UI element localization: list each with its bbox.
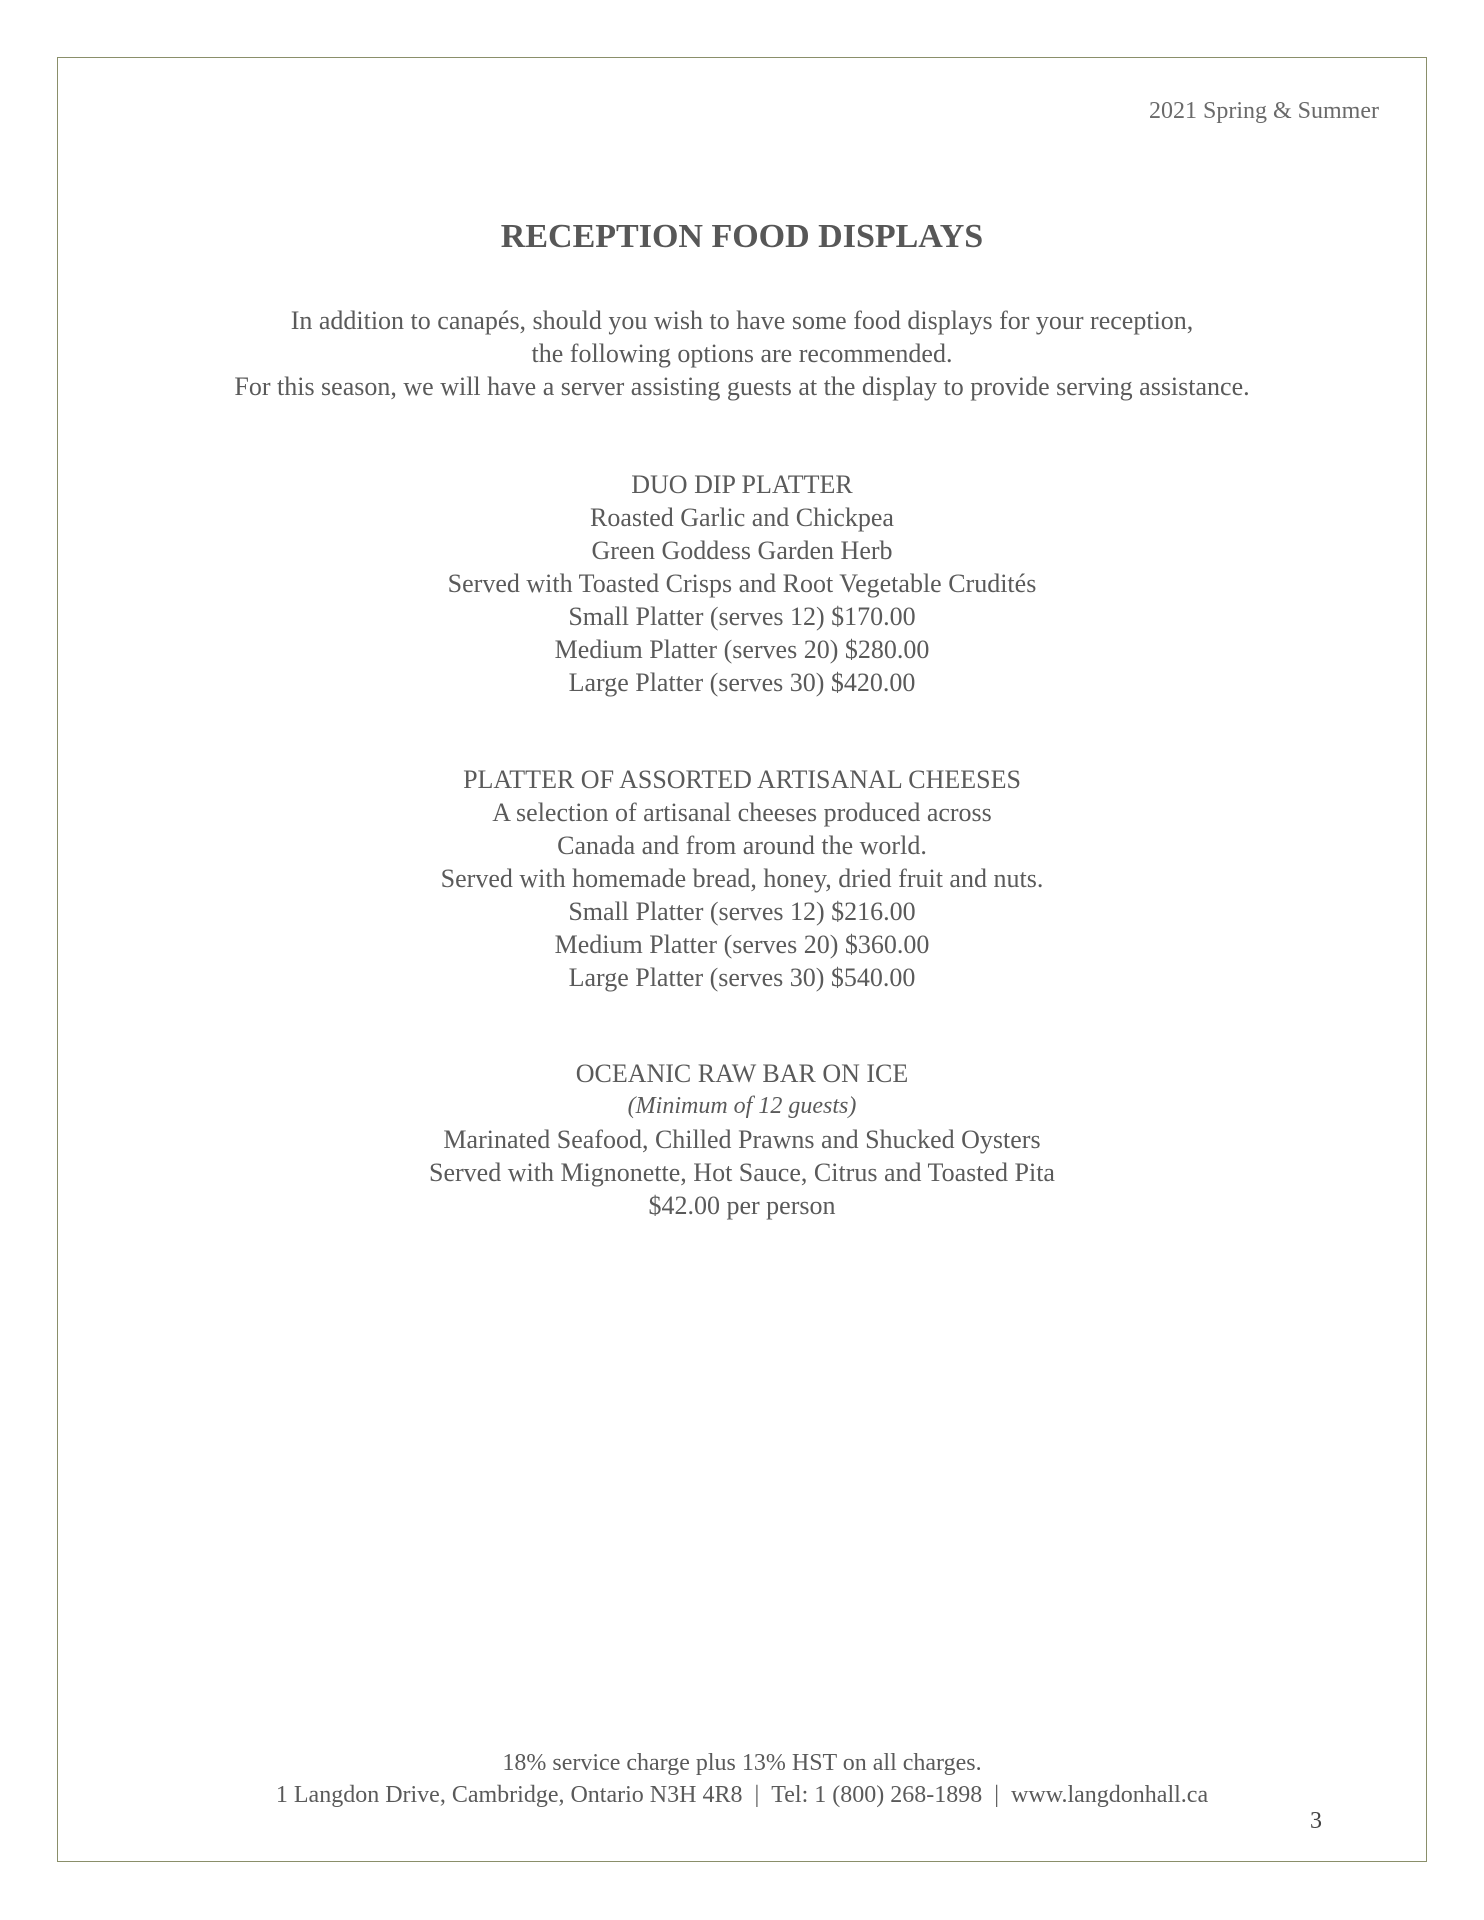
footer-separator: | [754, 1782, 760, 1808]
section-line: Green Goddess Garden Herb [591, 536, 893, 565]
price-line: Medium Platter (serves 20) $360.00 [554, 930, 930, 959]
season-label: 2021 Spring & Summer [1148, 98, 1379, 124]
price-line: Small Platter (serves 12) $216.00 [568, 897, 916, 926]
price-line: Large Platter (serves 30) $420.00 [568, 668, 916, 697]
footer-contact [0, 1779, 1484, 1811]
section-line: Roasted Garlic and Chickpea [590, 503, 894, 532]
price-line: $42.00 per person [648, 1191, 836, 1220]
intro-paragraph [0, 304, 1484, 403]
section-line: Canada and from around the world. [557, 831, 927, 860]
menu-section-cheeses [0, 763, 1484, 994]
intro-line: For this season, we will have a server assisting guests at the display to provide serving assistance. [234, 372, 1250, 401]
footer-separator: | [994, 1782, 1000, 1808]
price-line: Medium Platter (serves 20) $280.00 [554, 635, 930, 664]
price-line: Large Platter (serves 30) $540.00 [568, 963, 916, 992]
section-heading: OCEANIC RAW BAR ON ICE [575, 1059, 909, 1088]
section-line: A selection of artisanal cheeses produced across [492, 798, 992, 827]
footer-phone: Tel: 1 (800) 268-1898 [771, 1782, 983, 1808]
page-number: 3 [1310, 1808, 1322, 1834]
section-line: Served with Toasted Crisps and Root Vegetable Crudités [447, 569, 1037, 598]
footer-website-link[interactable]: www.langdonhall.ca [1011, 1782, 1209, 1808]
menu-section-raw-bar [0, 1057, 1484, 1222]
menu-section-duo-dip [0, 468, 1484, 699]
section-line: Marinated Seafood, Chilled Prawns and Shucked Oysters [443, 1125, 1041, 1154]
intro-line: In addition to canapés, should you wish to have some food displays for your reception, [290, 306, 1194, 335]
section-heading: DUO DIP PLATTER [631, 470, 853, 499]
section-heading: PLATTER OF ASSORTED ARTISANAL CHEESES [463, 765, 1021, 794]
intro-line: the following options are recommended. [531, 339, 953, 368]
footer-address: 1 Langdon Drive, Cambridge, Ontario N3H 4R8 [275, 1782, 743, 1808]
section-note: (Minimum of 12 guests) [627, 1093, 857, 1119]
section-line: Served with homemade bread, honey, dried fruit and nuts. [440, 864, 1044, 893]
price-line: Small Platter (serves 12) $170.00 [568, 602, 916, 631]
footer [0, 1747, 1484, 1811]
section-line: Served with Mignonette, Hot Sauce, Citrus and Toasted Pita [429, 1158, 1055, 1187]
footer-charges: 18% service charge plus 13% HST on all charges. [502, 1750, 982, 1776]
page-title: RECEPTION FOOD DISPLAYS [500, 218, 984, 255]
